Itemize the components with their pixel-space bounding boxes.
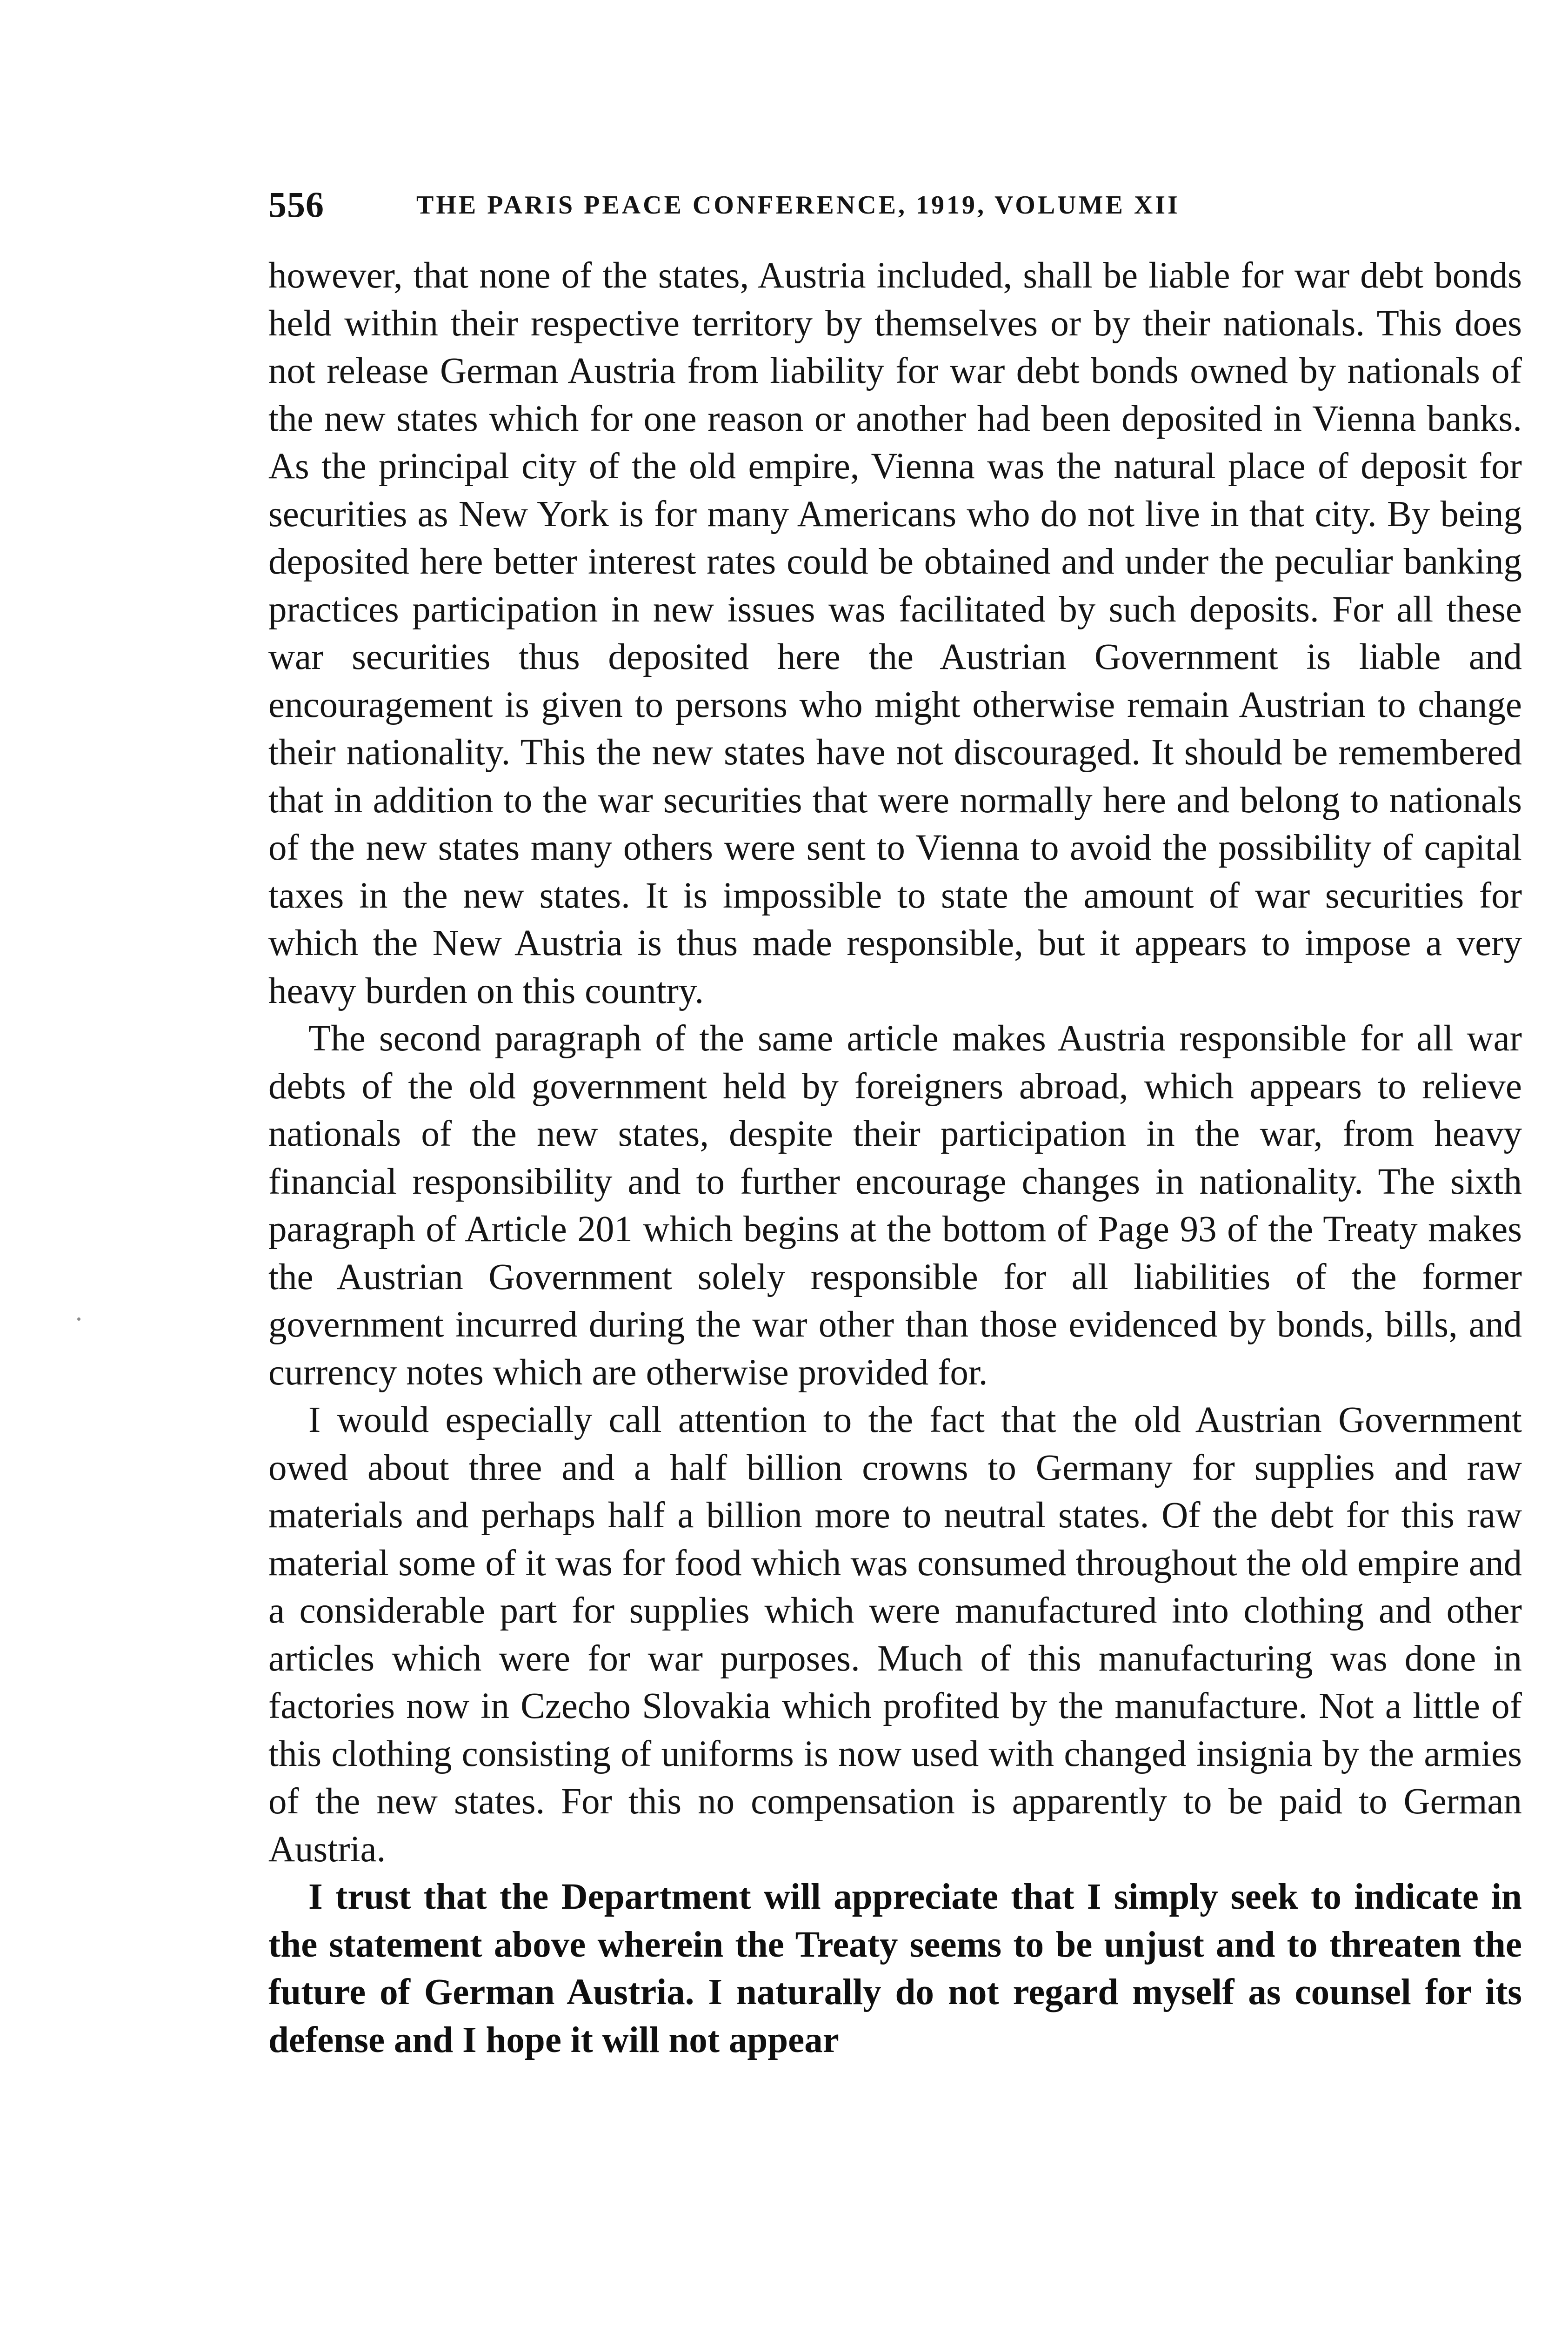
paragraph-austrian-debt: I would especially call attention to the fact that the old Austrian Government owed about three and a half billion crowns to Germany for supplies and raw materials and perhaps half a billion more to neutral states. Of the debt for this raw material some of it was for food which was consumed throughout the old empire and a considerable part for supplies which were manufactured into clothing and other articles which were for war purposes. Much of this manufacturing was done in factories now in Czecho Slovakia which profited by the manufacture. Not a little of this clothing consisting of uniforms is now used with changed insignia by the armies of the new states. For this no compensation is apparently to be paid to German Austria. — [268, 1400, 1522, 1870]
page-header — [268, 179, 1515, 230]
scan-speck — [77, 1317, 80, 1321]
page-number: 556 — [268, 184, 324, 225]
paragraph-continued: however, that none of the states, Austria included, shall be liable for war debt bonds held within their respective territory by themselves or by their nationals. This does not release German Austria from liability for war debt bonds owned by nationals of the new states which for one reason or another had been deposited in Vienna banks. As the principal city of the old empire, Vienna was the natural place of deposit for securities as New York is for many Americans who do not live in that city. By being deposited here better interest rates could be obtained and under the peculiar banking practices participation in new issues was facilitated by such deposits. For all these war securities thus deposited here the Austrian Government is liable and encouragement is given to persons who might otherwise remain Austrian to change their nationality. This the new states have not discouraged. It should be remembered that in addition to the war securities that were normally here and belong to nationals of the new states many others were sent to Vienna to avoid the possibility of capital taxes in the new states. It is impossible to state the amount of war securities for which the New Austria is thus made responsible, but it appears to impose a very heavy burden on this country. — [268, 255, 1522, 1011]
paragraph-closing: I trust that the Department will appreciate that I simply seek to indicate in the statement above wherein the Treaty seems to be unjust and to threaten the future of German Austria. I naturally do not regard myself as counsel for its defense and I hope it will not appear — [268, 1877, 1522, 2060]
body-text — [268, 252, 1522, 2064]
paragraph-second-paragraph-article: The second paragraph of the same article makes Austria responsible for all war debts of the old government held by foreigners abroad, which appears to relieve nationals of the new states, despite their participation in the war, from heavy financial responsibility and to further encourage changes in nationality. The sixth paragraph of Article 201 which begins at the bottom of Page 93 of the Treaty makes the Austrian Government solely responsible for all liabilities of the former government incurred during the war other than those evidenced by bonds, bills, and currency notes which are otherwise provided for. — [268, 1018, 1522, 1393]
running-head: THE PARIS PEACE CONFERENCE, 1919, VOLUME XII — [416, 191, 1180, 220]
